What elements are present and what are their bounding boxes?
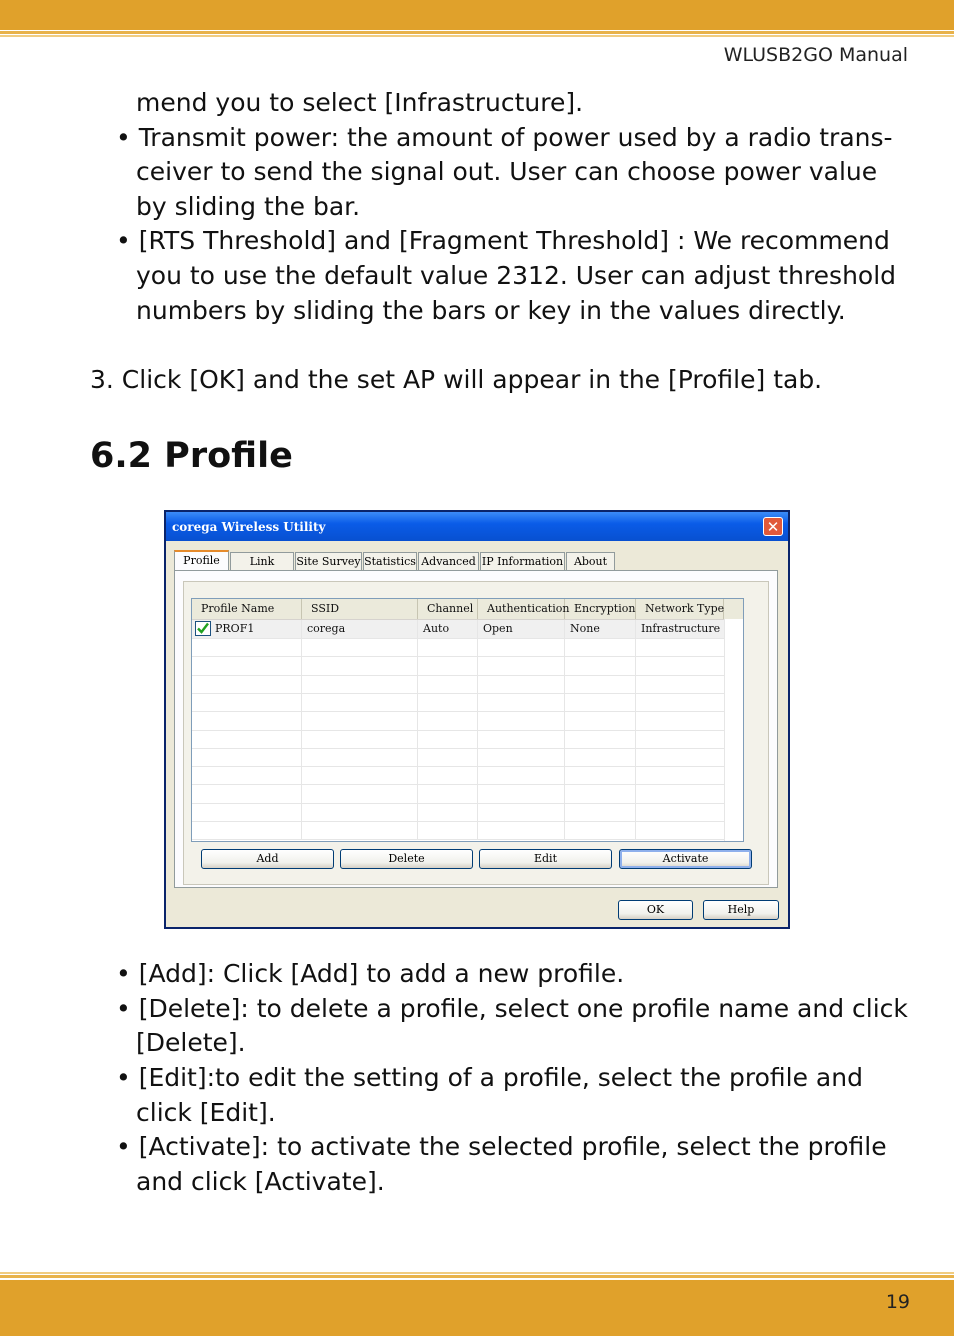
empty-cell [636, 712, 725, 730]
empty-cell [302, 766, 418, 784]
tab-statistics[interactable]: Statistics [363, 552, 417, 570]
window-title: corega Wireless Utility [172, 520, 326, 534]
empty-cell [565, 748, 636, 766]
step-3: 3. Click [OK] and the set AP will appear in the [Profile] tab. [90, 365, 823, 394]
top-banner [0, 0, 954, 30]
bullet-transmit-power: • Transmit power: the amount of power used by a radio trans- [116, 123, 893, 152]
close-icon[interactable]: ✕ [763, 517, 783, 536]
empty-cell [192, 803, 302, 821]
cell-ssid: corega [302, 620, 418, 638]
empty-row [192, 712, 725, 731]
empty-cell [418, 748, 478, 766]
empty-cell [478, 675, 565, 693]
empty-cell [478, 803, 565, 821]
section-heading: 6.2 Profile [90, 436, 293, 476]
bullet-edit: • [Edit]:to edit the setting of a profile, select the profile and [116, 1063, 863, 1092]
empty-cell [478, 785, 565, 803]
empty-cell [302, 748, 418, 766]
empty-row [192, 821, 725, 840]
check-icon [195, 621, 211, 636]
empty-cell [478, 748, 565, 766]
page-number: 19 [885, 1291, 910, 1313]
empty-row [192, 693, 725, 712]
intro-line: mend you to select [Infrastructure]. [136, 88, 584, 117]
running-header: WLUSB2GO Manual [723, 44, 908, 66]
list-header [192, 599, 744, 620]
empty-row [192, 803, 725, 822]
empty-cell [565, 803, 636, 821]
bottom-banner [0, 1280, 954, 1336]
empty-cell [636, 785, 725, 803]
empty-cell [565, 766, 636, 784]
empty-cell [302, 785, 418, 803]
empty-cell [636, 730, 725, 748]
empty-row [192, 675, 725, 694]
empty-row [192, 785, 725, 804]
wireless-utility-window [164, 510, 790, 929]
cell-profile-name: PROF1 [212, 620, 302, 638]
cell-channel: Auto [418, 620, 478, 638]
empty-cell [478, 638, 565, 656]
bottom-rule-thin [0, 1272, 954, 1274]
tab-advanced[interactable]: Advanced [418, 552, 479, 570]
add-button[interactable]: Add [201, 849, 334, 869]
empty-cell [565, 638, 636, 656]
empty-cell [418, 638, 478, 656]
column-header-encryption[interactable]: Encryption [565, 599, 636, 619]
bullet-activate-cont: and click [Activate]. [136, 1167, 385, 1196]
empty-cell [565, 693, 636, 711]
empty-cell [302, 803, 418, 821]
empty-cell [636, 748, 725, 766]
empty-cell [418, 766, 478, 784]
bullet-activate: • [Activate]: to activate the selected profile, select the profile [116, 1132, 887, 1161]
empty-cell [192, 821, 302, 839]
window-titlebar [166, 512, 788, 541]
empty-cell [478, 766, 565, 784]
bullet-rts-threshold: • [RTS Threshold] and [Fragment Threshold] : We recommend [116, 226, 890, 255]
bullet-transmit-power-cont: by sliding the bar. [136, 192, 361, 221]
column-header-authentication[interactable]: Authentication [478, 599, 565, 619]
column-header-ssid[interactable]: SSID [302, 599, 418, 619]
profile-list[interactable] [191, 598, 744, 842]
empty-cell [478, 712, 565, 730]
empty-cell [192, 657, 302, 675]
empty-cell [192, 638, 302, 656]
bullet-add: • [Add]: Click [Add] to add a new profile. [116, 959, 625, 988]
empty-cell [192, 675, 302, 693]
empty-cell [418, 712, 478, 730]
empty-cell [192, 712, 302, 730]
empty-cell [418, 821, 478, 839]
cell-encryption: None [565, 620, 636, 638]
empty-row [192, 766, 725, 785]
empty-cell [192, 730, 302, 748]
empty-cell [192, 766, 302, 784]
bullet-rts-threshold-cont: you to use the default value 2312. User can adjust threshold [136, 261, 897, 290]
ok-button[interactable]: OK [618, 900, 693, 920]
empty-cell [565, 785, 636, 803]
cell-authentication: Open [478, 620, 565, 638]
bullet-transmit-power-cont: ceiver to send the signal out. User can choose power value [136, 157, 878, 186]
bullet-delete: • [Delete]: to delete a profile, select one profile name and click [116, 994, 908, 1023]
empty-cell [302, 730, 418, 748]
empty-cell [418, 693, 478, 711]
delete-button[interactable]: Delete [340, 849, 473, 869]
cell-network-type: Infrastructure [636, 620, 725, 638]
empty-cell [478, 657, 565, 675]
column-header-network-type[interactable]: Network Type [636, 599, 724, 619]
edit-button[interactable]: Edit [479, 849, 612, 869]
tab-profile[interactable]: Profile [174, 550, 229, 572]
tab-ip-information[interactable]: IP Information [480, 552, 565, 570]
empty-cell [192, 748, 302, 766]
tab-about[interactable]: About [566, 552, 615, 570]
list-scrollbar[interactable] [724, 619, 743, 841]
empty-cell [565, 657, 636, 675]
empty-cell [478, 821, 565, 839]
empty-cell [636, 821, 725, 839]
empty-cell [565, 730, 636, 748]
bullet-rts-threshold-cont: numbers by sliding the bars or key in the values directly. [136, 296, 846, 325]
bottom-rule [0, 1275, 954, 1278]
empty-cell [302, 657, 418, 675]
empty-cell [418, 675, 478, 693]
empty-cell [302, 712, 418, 730]
column-header-profile-name[interactable]: Profile Name [192, 599, 302, 619]
top-rule [0, 31, 954, 34]
column-header-channel[interactable]: Channel [418, 599, 478, 619]
empty-row [192, 657, 725, 676]
empty-row [192, 638, 725, 657]
empty-cell [418, 785, 478, 803]
empty-cell [192, 693, 302, 711]
empty-cell [192, 785, 302, 803]
empty-cell [418, 730, 478, 748]
empty-cell [565, 712, 636, 730]
empty-cell [636, 638, 725, 656]
empty-cell [636, 693, 725, 711]
activate-button[interactable]: Activate [619, 849, 752, 869]
help-button[interactable]: Help [703, 900, 779, 920]
empty-cell [478, 730, 565, 748]
empty-cell [565, 821, 636, 839]
empty-cell [636, 657, 725, 675]
table-row[interactable] [192, 620, 725, 639]
empty-row [192, 748, 725, 767]
empty-cell [418, 803, 478, 821]
empty-cell [565, 675, 636, 693]
empty-cell [418, 657, 478, 675]
empty-cell [636, 675, 725, 693]
empty-cell [636, 803, 725, 821]
bullet-edit-cont: click [Edit]. [136, 1098, 276, 1127]
empty-cell [478, 693, 565, 711]
bullet-delete-cont: [Delete]. [136, 1028, 246, 1057]
tab-link-status[interactable]: Link [230, 552, 294, 570]
empty-cell [302, 638, 418, 656]
empty-cell [302, 675, 418, 693]
empty-cell [302, 821, 418, 839]
tab-site-survey[interactable]: Site Survey [295, 552, 362, 570]
empty-row [192, 730, 725, 749]
top-rule-thin [0, 35, 954, 37]
empty-cell [636, 766, 725, 784]
empty-cell [302, 693, 418, 711]
